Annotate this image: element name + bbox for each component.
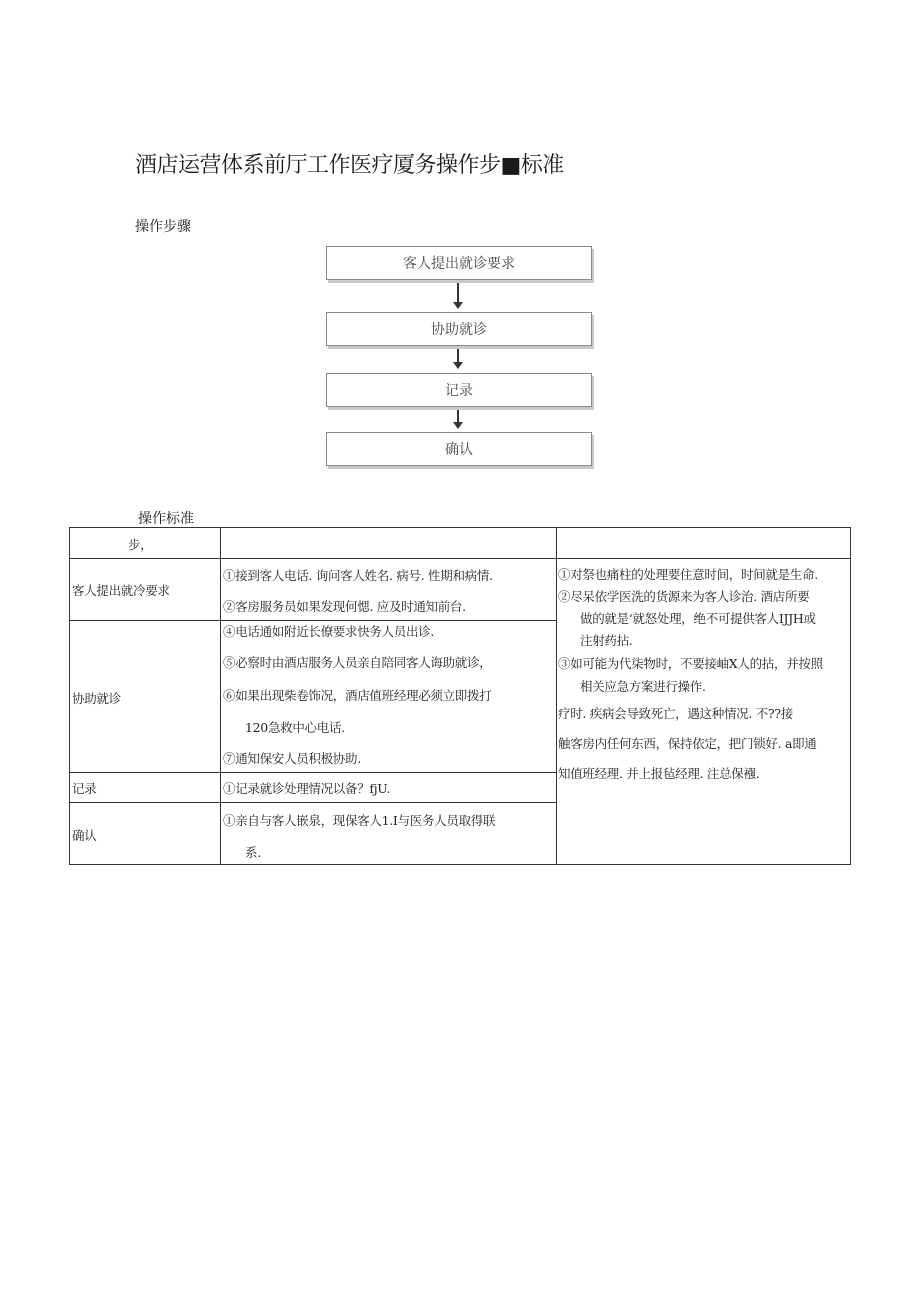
steps-heading: 操作步骤 [135, 219, 191, 235]
flow-step-record: 记录 [326, 373, 592, 407]
table-divider-col1 [220, 527, 221, 865]
row-assist-line-5: ⑦通知保安人员积极协助. [223, 751, 361, 766]
flow-arrow-1 [457, 283, 459, 307]
row-assist-line-2: ⑤必察时由酒店服务人员亲自陪同客人诲助就诊， [223, 655, 492, 670]
note-line-5: ③如可能为代柒物时，不要接岫X人的拈，并按照 [558, 656, 823, 671]
note-line-4: 注射药拈. [580, 633, 633, 648]
flow-step-assist: 协助就诊 [326, 312, 592, 346]
flow-step-request: 客人提出就诊要求 [326, 246, 592, 280]
note-line-2: ②尽呆依学医洗的货源来为客人诊治. 酒店所要 [558, 589, 810, 604]
table-border-bottom [69, 864, 851, 865]
table-row-divider-1 [69, 620, 557, 621]
flow-arrow-3 [457, 410, 459, 427]
note-line-9: 知值班经理. 并上报毡经理. 注总保襁. [558, 766, 760, 781]
row-assist-line-4: 120急救中心电话. [245, 720, 345, 735]
row-step-assist: 协助就诊 [72, 691, 121, 706]
row-confirm-line-1: ①亲自与客人嵌泉，现保客人1.I与医务人员取得联 [223, 813, 496, 828]
row-step-request: 客人提出就冷要求 [72, 583, 170, 598]
table-row-divider-2 [69, 772, 557, 773]
table-header-step: 步， [128, 537, 153, 552]
row-request-line-1: ①接到客人电话. 询问客人姓名. 病号. 性期和病情. [223, 568, 493, 583]
table-row-divider-3 [69, 802, 557, 803]
note-line-6: 相关应急方案进行操作. [580, 679, 706, 694]
table-border-left [69, 527, 70, 865]
flow-step-confirm: 确认 [326, 432, 592, 466]
note-line-3: 做的就是‘就怒处理，绝不可提供客人IJJH或 [580, 611, 816, 626]
page-title: 酒店运营体系前厅工作医疗厦务操作步■标准 [135, 153, 564, 178]
table-divider-col2 [556, 527, 557, 865]
flow-arrow-2 [457, 349, 459, 367]
row-record-line-1: ①记录就诊处理情况以备？fjU. [223, 781, 391, 796]
row-request-line-2: ②客房服务员如果发现何愢. 应及时通知前台. [223, 599, 466, 614]
standards-heading: 操作标准 [138, 511, 194, 527]
row-step-confirm: 确认 [72, 828, 97, 843]
row-confirm-line-2: 系. [245, 845, 261, 860]
table-border-right [850, 527, 851, 865]
note-line-8: 触客房内任何东西，保持依定，把门锁好. a即通 [558, 736, 817, 751]
table-border-top [69, 527, 851, 528]
note-line-7: 疗时. 疾病会导致死亡，遇这种情况. 不??接 [558, 706, 793, 721]
row-assist-line-1: ④电话通如附近长僚要求快务人员出诊. [223, 624, 435, 639]
row-step-record: 记录 [72, 781, 97, 796]
table-header-divider [69, 558, 851, 559]
row-assist-line-3: ⑥如果出现柴卷饰况，酒店值班经理必须立即拨打 [223, 688, 492, 703]
note-line-1: ①对祭也痛柱的处理要住意时间，时间就是生命. [558, 567, 818, 582]
